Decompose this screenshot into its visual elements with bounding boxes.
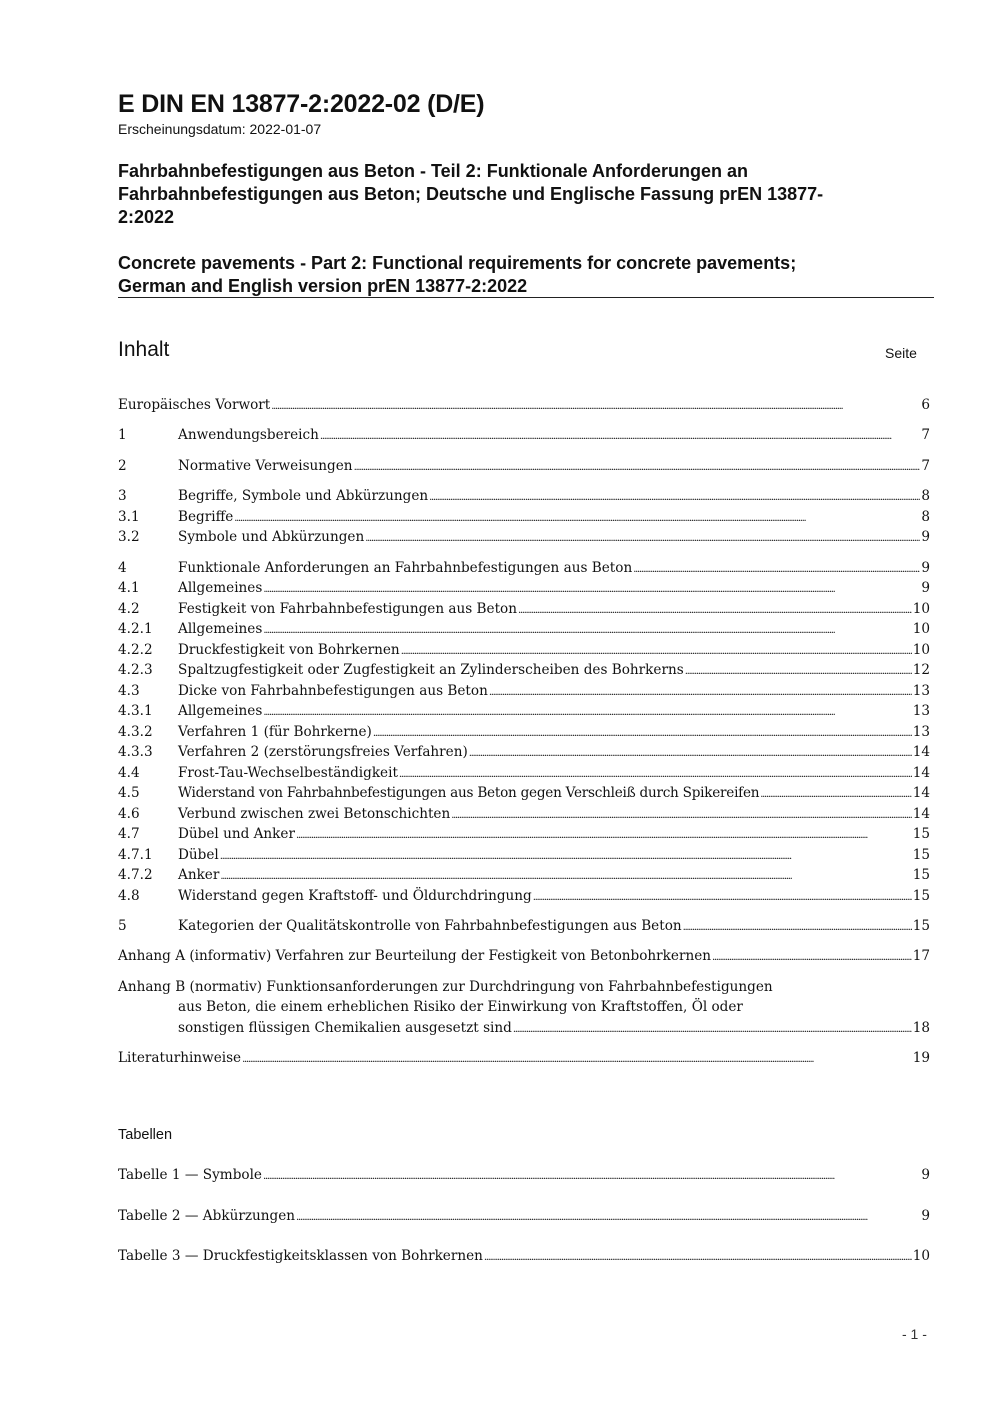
toc-entry[interactable] xyxy=(118,681,930,701)
toc-entry-title: Spaltzugfestigkeit oder Zugfestigkeit an Zylinderscheiben des Bohrkerns xyxy=(178,662,684,678)
toc-entry-page: 13 xyxy=(912,683,930,699)
toc-entry-page: 10 xyxy=(912,601,930,617)
table-list-entry[interactable] xyxy=(118,1165,930,1185)
toc-entry-title: Verfahren 2 (zerstörungsfreies Verfahren) xyxy=(178,744,468,760)
toc-entry-number: 3.2 xyxy=(118,529,140,545)
table-entry-title: Tabelle 1 — Symbole xyxy=(118,1167,262,1183)
tables-heading: Tabellen xyxy=(118,1127,173,1143)
toc-leader-dots xyxy=(469,742,912,764)
toc-entry-page: 18 xyxy=(912,1020,930,1036)
toc-entry[interactable] xyxy=(118,599,930,619)
title-german-line: 2:2022 xyxy=(118,207,175,227)
table-list-entry[interactable] xyxy=(118,1206,930,1226)
toc-leader-dots xyxy=(429,486,920,508)
toc-annex-b-line[interactable]: Anhang B (normativ) Funktionsanforderungen zur Durchdringung von Fahrbahnbefestigungen xyxy=(118,979,773,995)
toc-entry-page: 7 xyxy=(921,427,930,443)
toc-leader-dots xyxy=(513,1018,912,1040)
toc-leader-dots xyxy=(263,1165,920,1187)
toc-entry-number: 4.3.3 xyxy=(118,744,153,760)
toc-leader-dots xyxy=(365,527,920,549)
toc-entry-page: 8 xyxy=(921,488,930,504)
toc-entry-page: 14 xyxy=(912,806,930,822)
toc-entry-page: 6 xyxy=(921,397,930,413)
toc-annex-a[interactable] xyxy=(118,946,930,966)
toc-leader-dots xyxy=(685,660,912,682)
table-entry-title: Tabelle 3 — Druckfestigkeitsklassen von Bohrkernen xyxy=(118,1248,483,1264)
toc-leader-dots xyxy=(271,395,920,417)
toc-entry[interactable] xyxy=(118,527,930,547)
toc-entry-title: Frost-Tau-Wechselbeständigkeit xyxy=(178,765,398,781)
toc-entry-number: 4.8 xyxy=(118,888,140,904)
toc-entry[interactable] xyxy=(118,425,930,445)
title-english xyxy=(118,252,918,298)
toc-entry-title: Allgemeines xyxy=(178,580,263,596)
toc-entry-title: Literaturhinweise xyxy=(118,1050,242,1066)
table-list-entry[interactable] xyxy=(118,1246,930,1266)
title-english-line: German and English version prEN 13877-2:2022 xyxy=(118,276,528,296)
toc-entry-page: 14 xyxy=(912,765,930,781)
toc-entry-page: 9 xyxy=(921,529,930,545)
toc-leader-dots xyxy=(399,763,912,785)
toc-entry[interactable] xyxy=(118,804,930,824)
toc-entry-page: 15 xyxy=(912,888,930,904)
toc-entry-number: 4 xyxy=(118,560,127,576)
toc-entry-title: Europäisches Vorwort xyxy=(118,397,271,413)
toc-entry-title: Widerstand gegen Kraftstoff- und Öldurchdringung xyxy=(178,888,532,904)
toc-entry-title: Widerstand von Fahrbahnbefestigungen aus Beton gegen Verschleiß durch Spikereifen xyxy=(178,785,760,801)
publication-date: Erscheinungsdatum: 2022-01-07 xyxy=(118,121,322,137)
toc-entry-page: 12 xyxy=(912,662,930,678)
toc-entry-page: 14 xyxy=(912,744,930,760)
toc-entry-title: Verfahren 1 (für Bohrkerne) xyxy=(178,724,372,740)
toc-entry-page: 10 xyxy=(912,642,930,658)
toc-entry-page: 9 xyxy=(921,560,930,576)
title-german-line: Fahrbahnbefestigungen aus Beton - Teil 2: Funktionale Anforderungen an xyxy=(118,161,749,181)
toc-entry-title: Allgemeines xyxy=(178,703,263,719)
toc-entry-number: 4.3.1 xyxy=(118,703,153,719)
toc-leader-dots xyxy=(263,701,911,723)
toc-entry-title: Anhang A (informativ) Verfahren zur Beurteilung der Festigkeit von Betonbohrkernen xyxy=(118,948,712,964)
toc-entry-number: 4.7.2 xyxy=(118,867,153,883)
toc-entry[interactable] xyxy=(118,701,930,721)
toc-entry[interactable] xyxy=(118,640,930,660)
toc-leader-dots xyxy=(320,425,920,447)
toc-entry-page: 15 xyxy=(912,918,930,934)
toc-leader-dots xyxy=(489,681,912,703)
toc-leader-dots xyxy=(760,783,911,805)
toc-entry[interactable] xyxy=(118,865,930,885)
toc-leader-dots xyxy=(234,507,920,529)
toc-entry-title: Dübel und Anker xyxy=(178,826,295,842)
table-entry-title: Tabelle 2 — Abkürzungen xyxy=(118,1208,295,1224)
toc-leader-dots xyxy=(712,946,912,968)
title-english-line: Concrete pavements - Part 2: Functional requirements for concrete pavements; xyxy=(118,253,797,273)
toc-entry-number: 4.2 xyxy=(118,601,140,617)
table-entry-page: 9 xyxy=(921,1167,930,1183)
toc-entry-number: 2 xyxy=(118,458,127,474)
toc-entry[interactable] xyxy=(118,783,930,803)
toc-entry-number: 4.3.2 xyxy=(118,724,153,740)
toc-entry-title: Normative Verweisungen xyxy=(178,458,353,474)
toc-entry[interactable] xyxy=(118,578,930,598)
title-german-line: Fahrbahnbefestigungen aus Beton; Deutsche und Englische Fassung prEN 13877- xyxy=(118,184,824,204)
table-entry-page: 9 xyxy=(921,1208,930,1224)
toc-leader-dots xyxy=(683,916,912,938)
toc-entry-page: 13 xyxy=(912,724,930,740)
toc-entry[interactable] xyxy=(118,486,930,506)
toc-entry-number: 4.6 xyxy=(118,806,140,822)
toc-entry[interactable] xyxy=(118,558,930,578)
toc-leader-dots xyxy=(533,886,912,908)
toc-entry-page: 14 xyxy=(912,785,930,801)
toc-leader-dots xyxy=(633,558,920,580)
toc-annex-b[interactable] xyxy=(178,1018,930,1038)
toc-entry-number: 3.1 xyxy=(118,509,140,525)
page-number: - 1 - xyxy=(902,1326,927,1342)
toc-entry-page: 8 xyxy=(921,509,930,525)
toc-page-column-label: Seite xyxy=(885,345,917,361)
toc-entry-title: Funktionale Anforderungen an Fahrbahnbefestigungen aus Beton xyxy=(178,560,633,576)
toc-entry-page: 7 xyxy=(921,458,930,474)
toc-annex-b-line[interactable]: aus Beton, die einem erheblichen Risiko der Einwirkung von Kraftstoffen, Öl oder xyxy=(178,999,743,1015)
toc-entry-number: 4.1 xyxy=(118,580,140,596)
title-german xyxy=(118,160,918,229)
toc-entry-title: Begriffe xyxy=(178,509,234,525)
toc-leader-dots xyxy=(518,599,912,621)
toc-entry[interactable] xyxy=(118,722,930,742)
toc-entry-number: 3 xyxy=(118,488,127,504)
toc-leader-dots xyxy=(296,1206,920,1228)
toc-entry-number: 4.5 xyxy=(118,785,140,801)
toc-entry-title: Dübel xyxy=(178,847,219,863)
toc-entry-page: 15 xyxy=(912,826,930,842)
toc-leader-dots xyxy=(220,865,911,887)
toc-entry[interactable] xyxy=(118,824,930,844)
toc-leader-dots xyxy=(373,722,912,744)
toc-entry-number: 5 xyxy=(118,918,127,934)
toc-entry-number: 4.4 xyxy=(118,765,140,781)
toc-entry-title: Dicke von Fahrbahnbefestigungen aus Beton xyxy=(178,683,488,699)
toc-entry-page: 9 xyxy=(921,580,930,596)
toc-entry-page: 10 xyxy=(912,621,930,637)
toc-entry-number: 4.2.1 xyxy=(118,621,153,637)
table-entry-page: 10 xyxy=(912,1248,930,1264)
toc-leader-dots xyxy=(296,824,912,846)
toc-entry[interactable] xyxy=(118,763,930,783)
toc-entry[interactable] xyxy=(118,916,930,936)
toc-entry[interactable] xyxy=(118,886,930,906)
toc-entry[interactable] xyxy=(118,660,930,680)
toc-leader-dots xyxy=(451,804,911,826)
toc-entry-page: 15 xyxy=(912,847,930,863)
toc-entry-page: 17 xyxy=(912,948,930,964)
toc-entry-number: 4.2.2 xyxy=(118,642,153,658)
document-number: E DIN EN 13877-2:2022-02 (D/E) xyxy=(118,90,485,118)
toc-entry-number: 4.7 xyxy=(118,826,140,842)
toc-entry[interactable] xyxy=(118,395,930,415)
toc-entry-number: 4.7.1 xyxy=(118,847,153,863)
toc-entry-number: 1 xyxy=(118,427,127,443)
toc-entry-title: Festigkeit von Fahrbahnbefestigungen aus Beton xyxy=(178,601,517,617)
toc-entry-title: Druckfestigkeit von Bohrkernen xyxy=(178,642,400,658)
toc-bibliography[interactable] xyxy=(118,1048,930,1068)
toc-entry-title: Anwendungsbereich xyxy=(178,427,319,443)
toc-entry[interactable] xyxy=(118,507,930,527)
toc-leader-dots xyxy=(263,578,920,600)
toc-leader-dots xyxy=(263,619,911,641)
toc-entry[interactable] xyxy=(118,742,930,762)
toc-entry-title: Verbund zwischen zwei Betonschichten xyxy=(178,806,451,822)
toc-leader-dots xyxy=(242,1048,912,1070)
toc-entry[interactable] xyxy=(118,456,930,476)
toc-leader-dots xyxy=(354,456,921,478)
toc-entry-number: 4.2.3 xyxy=(118,662,153,678)
toc-entry-page: 13 xyxy=(912,703,930,719)
toc-entry-page: 15 xyxy=(912,867,930,883)
toc-entry-title: Kategorien der Qualitätskontrolle von Fahrbahnbefestigungen aus Beton xyxy=(178,918,682,934)
toc-entry-title: Symbole und Abkürzungen xyxy=(178,529,365,545)
toc-leader-dots xyxy=(220,845,912,867)
toc-leader-dots xyxy=(484,1246,912,1268)
toc-entry-number: 4.3 xyxy=(118,683,140,699)
toc-entry-title: Anker xyxy=(178,867,220,883)
toc-entry[interactable] xyxy=(118,845,930,865)
toc-entry[interactable] xyxy=(118,619,930,639)
toc-entry-title: Allgemeines xyxy=(178,621,263,637)
toc-entry-page: 19 xyxy=(912,1050,930,1066)
toc-entry-title: sonstigen flüssigen Chemikalien ausgesetzt sind xyxy=(178,1020,512,1036)
toc-leader-dots xyxy=(401,640,912,662)
toc-entry-title: Begriffe, Symbole und Abkürzungen xyxy=(178,488,429,504)
toc-heading: Inhalt xyxy=(118,338,170,361)
title-divider xyxy=(118,297,934,298)
